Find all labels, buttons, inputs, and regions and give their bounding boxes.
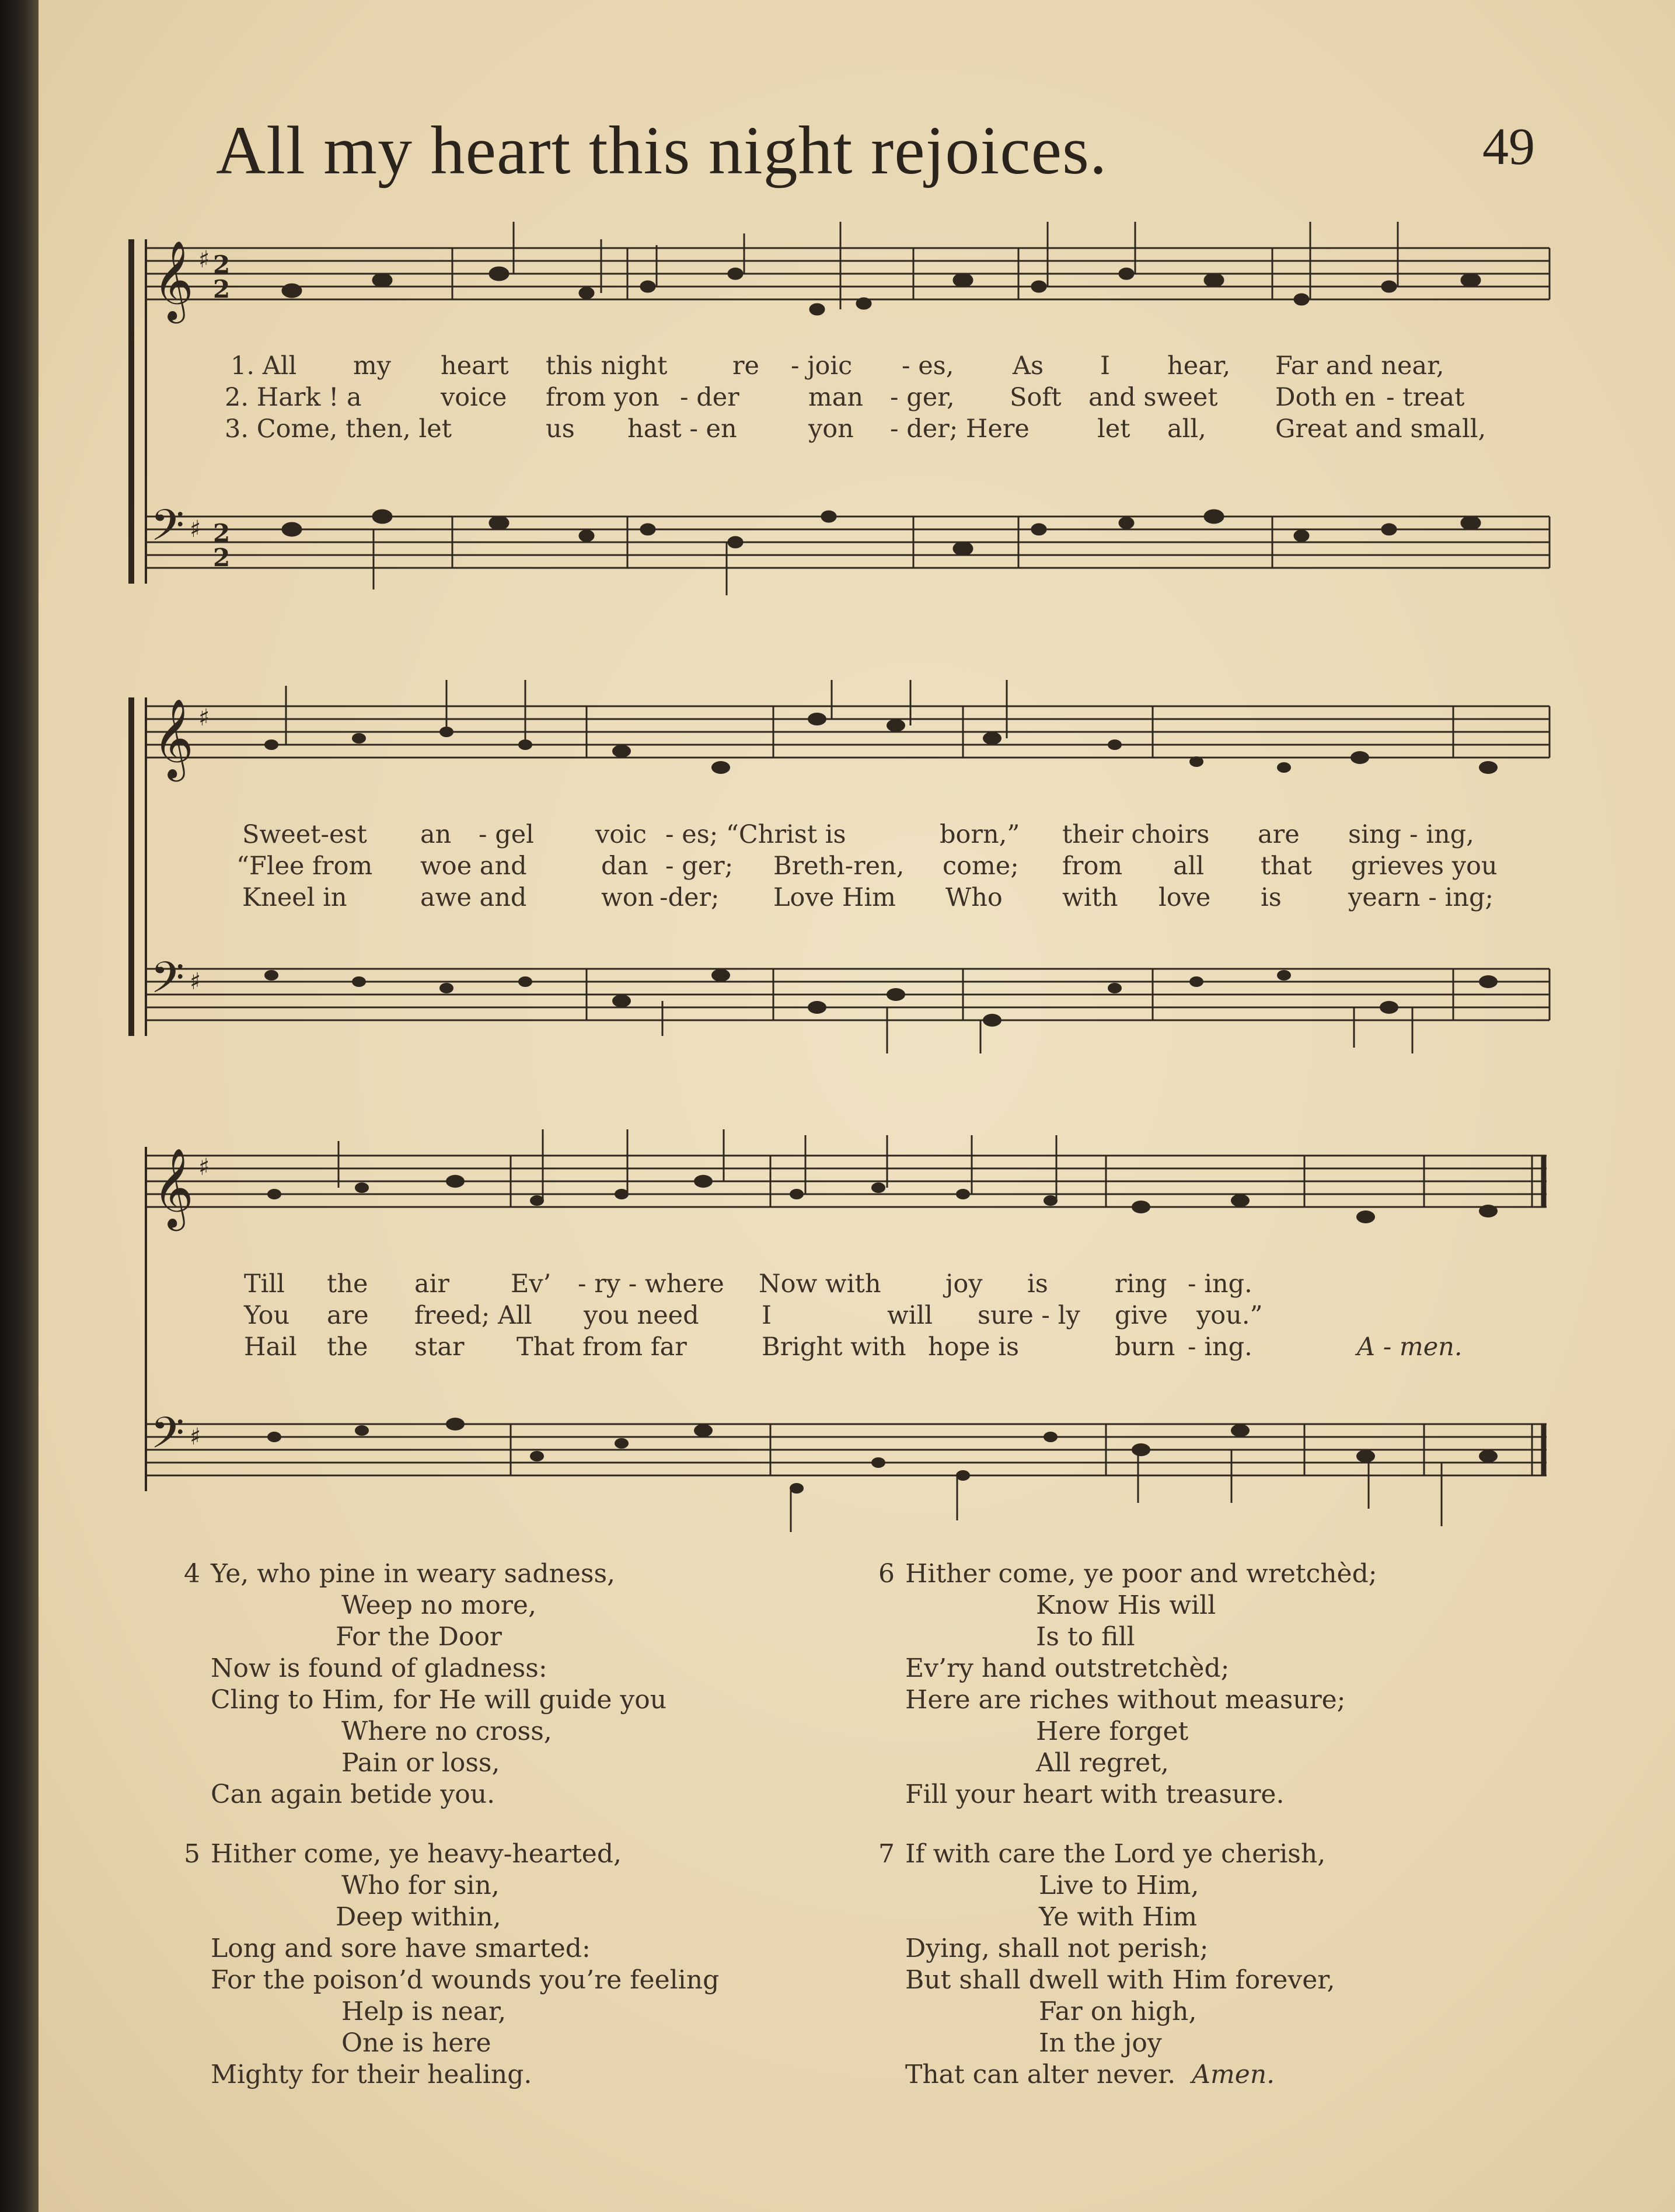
verse-line: Know His will (1036, 1590, 1216, 1620)
verse-line: Here are riches without measure; (905, 1685, 1346, 1715)
syllable: “Flee from (236, 852, 373, 881)
verse-line: Dying, shall not perish; (905, 1934, 1209, 1963)
syllable: star (414, 1332, 465, 1362)
syllable: voice (441, 383, 507, 412)
verse-line: That can alter never. (905, 2060, 1176, 2089)
syllable: Doth en (1275, 383, 1376, 412)
syllable: Sweet-est (242, 820, 367, 849)
syllable: are (1258, 820, 1300, 849)
verse-line: Far on high, (1039, 1997, 1197, 2026)
syllable: - es, (902, 351, 954, 381)
svg-text:♯: ♯ (198, 246, 210, 273)
syllable: is (1261, 883, 1282, 912)
svg-text:2: 2 (213, 519, 231, 547)
stanza-6 (878, 1558, 1377, 1810)
svg-text:♯: ♯ (198, 1154, 210, 1181)
verse-line: Weep no more, (341, 1590, 536, 1620)
lyric-line-verse-3 (0, 414, 1675, 447)
svg-text:𝄞: 𝄞 (153, 697, 194, 778)
syllable: their choirs (1062, 820, 1210, 849)
verse-line: Mighty for their healing. (211, 2060, 532, 2089)
syllable: born,” (940, 820, 1020, 849)
syllable: awe and (420, 883, 527, 912)
syllable: - der (680, 383, 739, 412)
syllable: I (762, 1301, 772, 1330)
syllable: burn (1115, 1332, 1175, 1362)
syllable: - ing, (1409, 820, 1474, 849)
syllable: love (1158, 883, 1211, 912)
verse-line: Where no cross, (341, 1716, 552, 1746)
syllable: won (601, 883, 654, 912)
lyric-line-verse-3 (0, 883, 1675, 916)
syllable: us (546, 414, 575, 444)
syllable: hear, (1167, 351, 1231, 381)
verse-line: If with care the Lord ye cherish, (905, 1839, 1326, 1869)
amen-marking: A - men. (1357, 1332, 1463, 1362)
syllable: - ger; (665, 852, 734, 881)
syllable: sure - ly (978, 1301, 1080, 1330)
svg-text:𝄞: 𝄞 (153, 1147, 194, 1227)
verse-line: Live to Him, (1039, 1871, 1199, 1900)
syllable: woe and (420, 852, 527, 881)
svg-text:2: 2 (213, 250, 231, 279)
verse-line: Here forget (1036, 1716, 1189, 1746)
syllable: hast - en (627, 414, 737, 444)
svg-text:𝄢: 𝄢 (151, 500, 184, 561)
syllable: - der; Here (890, 414, 1030, 444)
verse-line: One is here (341, 2028, 491, 2058)
svg-text:♯: ♯ (190, 516, 201, 543)
syllable: Who (945, 883, 1003, 912)
syllable: Hail (244, 1332, 297, 1362)
syllable: re (732, 351, 760, 381)
syllable: from yon (546, 383, 659, 412)
syllable: that (1261, 852, 1312, 881)
verse-line: Hither come, ye heavy-hearted, (211, 1839, 622, 1869)
syllable: -der; (659, 883, 720, 912)
verse-line: All regret, (1036, 1748, 1169, 1778)
syllable: - joic (791, 351, 853, 381)
syllable: let (1097, 414, 1130, 444)
lyric-line-verse-2 (0, 1301, 1675, 1334)
svg-text:𝄞: 𝄞 (153, 239, 194, 320)
syllable: - es; “Christ is (665, 820, 846, 849)
lyric-line-verse-2 (0, 852, 1675, 884)
svg-text:𝄢: 𝄢 (151, 953, 184, 1014)
verse-line: Ye, who pine in weary sadness, (211, 1559, 616, 1589)
syllable: the (327, 1332, 368, 1362)
syllable: Great and small, (1275, 414, 1486, 444)
syllable: 3. Come, then, let (225, 414, 452, 444)
syllable: grieves you (1351, 852, 1498, 881)
syllable: - ry - where (578, 1269, 724, 1299)
syllable: all (1173, 852, 1205, 881)
syllable: Till (244, 1269, 285, 1299)
syllable: my (353, 351, 392, 381)
syllable: Now with (759, 1269, 881, 1299)
syllable: you need (584, 1301, 699, 1330)
stanza-5 (184, 1838, 719, 2091)
lyric-line-verse-3 (0, 1332, 1675, 1365)
svg-text:𝄢: 𝄢 (151, 1408, 184, 1469)
verse-line: Who for sin, (341, 1871, 500, 1900)
lyric-line-verse-1 (0, 351, 1675, 384)
verse-line: In the joy (1039, 2028, 1162, 2058)
lyric-line-verse-2 (0, 383, 1675, 416)
verse-line: For the poison’d wounds you’re feeling (211, 1965, 720, 1995)
verse-line: Can again betide you. (211, 1780, 495, 1809)
verse-line: Long and sore have smarted: (211, 1934, 591, 1963)
syllable: from (1062, 852, 1123, 881)
syllable: you.” (1196, 1301, 1263, 1330)
svg-text:♯: ♯ (190, 968, 201, 995)
syllable: Soft (1010, 383, 1062, 412)
stanza-number: 6 (878, 1559, 895, 1589)
syllable: That from far (517, 1332, 687, 1362)
syllable: ring (1115, 1269, 1167, 1299)
syllable: yearn - ing; (1348, 883, 1493, 912)
syllable: hope is (928, 1332, 1020, 1362)
syllable: I (1100, 351, 1110, 381)
syllable: heart (441, 351, 509, 381)
syllable: - ger, (890, 383, 955, 412)
syllable: Love Him (773, 883, 896, 912)
syllable: yon (808, 414, 854, 444)
stanza-number: 7 (878, 1839, 895, 1869)
syllable: will (887, 1301, 933, 1330)
syllable: As (1013, 351, 1044, 381)
verse-line: Fill your heart with treasure. (905, 1780, 1285, 1809)
verse-line: Help is near, (341, 1997, 507, 2026)
syllable: joy (945, 1269, 983, 1299)
syllable: - gel (479, 820, 534, 849)
syllable: Bright with (762, 1332, 906, 1362)
stanza-number: 4 (184, 1559, 200, 1589)
svg-text:♯: ♯ (190, 1424, 201, 1450)
syllable: You (244, 1301, 290, 1330)
syllable: - ing. (1188, 1269, 1252, 1299)
syllable: come; (943, 852, 1019, 881)
svg-text:♯: ♯ (198, 704, 210, 731)
syllable: - ing. (1188, 1332, 1252, 1362)
syllable: 2. Hark ! a (225, 383, 362, 412)
syllable: and sweet (1088, 383, 1218, 412)
lyric-line-verse-1 (0, 820, 1675, 853)
syllable: air (414, 1269, 449, 1299)
verse-line: Ye with Him (1039, 1902, 1198, 1932)
syllable: freed; All (414, 1301, 532, 1330)
verse-line: For the Door (336, 1622, 502, 1652)
syllable: all, (1167, 414, 1206, 444)
hymn-title: All my heart this night rejoices. (216, 112, 1108, 189)
syllable: Kneel in (242, 883, 347, 912)
stanza-number: 5 (184, 1839, 200, 1869)
syllable: Far and near, (1275, 351, 1444, 381)
verse-line: Is to fill (1036, 1622, 1135, 1652)
syllable: Ev’ (511, 1269, 552, 1299)
svg-text:2: 2 (213, 275, 231, 303)
syllable: dan (601, 852, 648, 881)
page-number: 49 (1482, 118, 1535, 176)
verse-line: But shall dwell with Him forever, (905, 1965, 1335, 1995)
amen-marking: Amen. (1192, 2060, 1275, 2089)
verse-line: Ev’ry hand outstretchèd; (905, 1653, 1230, 1683)
syllable: voic (595, 820, 647, 849)
lyric-line-verse-1 (0, 1269, 1675, 1302)
syllable: an (420, 820, 452, 849)
syllable: this night (546, 351, 668, 381)
syllable: is (1027, 1269, 1048, 1299)
syllable: give (1115, 1301, 1168, 1330)
syllable: are (327, 1301, 369, 1330)
verse-line: Hither come, ye poor and wretchèd; (905, 1559, 1377, 1589)
syllable: 1. All (231, 351, 297, 381)
stanza-7 (878, 1838, 1335, 2091)
verse-line: Now is found of gladness: (211, 1653, 547, 1683)
stanza-4 (184, 1558, 666, 1810)
syllable: sing (1348, 820, 1402, 849)
syllable: Breth-ren, (773, 852, 905, 881)
verse-line: Cling to Him, for He will guide you (211, 1685, 667, 1715)
verse-line: Deep within, (336, 1902, 501, 1932)
svg-text:2: 2 (213, 543, 231, 572)
syllable: man (808, 383, 864, 412)
syllable: the (327, 1269, 368, 1299)
syllable: - treat (1386, 383, 1465, 412)
verse-line: Pain or loss, (341, 1748, 500, 1778)
syllable: with (1062, 883, 1118, 912)
